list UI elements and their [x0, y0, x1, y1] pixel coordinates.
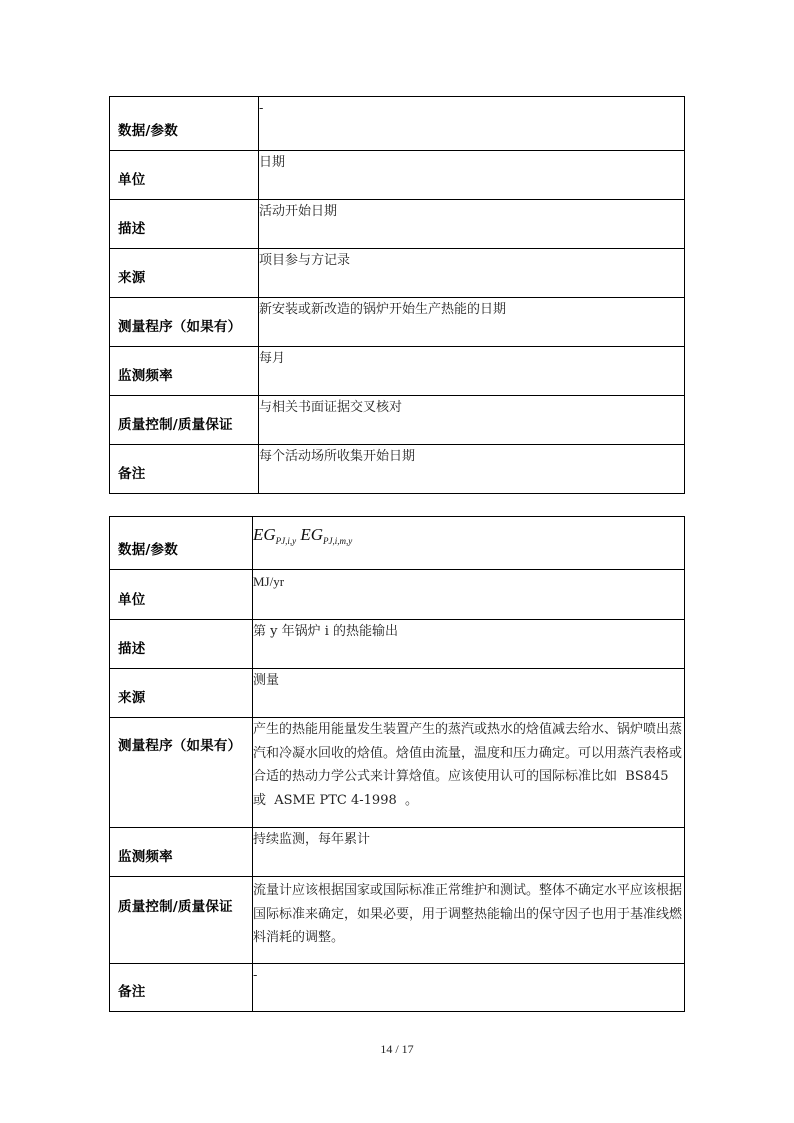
row-value: 产生的热能用能量发生装置产生的蒸汽或热水的焓值减去给水、锅炉喷出蒸汽和冷凝水回收的焓值。焓值由流量，温度和压力确定。可以用蒸汽表格或合适的热动力学公式来计算焓值。应该使用认可的国际标准比如 BS845 或 ASME PTC 4-1998 。	[253, 718, 685, 828]
row-value: 与相关书面证据交叉核对	[259, 396, 685, 445]
row-label: 备注	[118, 466, 146, 482]
row-label-cell	[110, 396, 259, 445]
row-value: 第 y 年锅炉 i 的热能输出	[253, 620, 685, 669]
formula-eg-pj-i-y: $EG_{PJ,i,y}$	[253, 525, 297, 546]
parameter-table-thermal-output	[109, 516, 685, 1012]
table-row	[110, 151, 685, 200]
row-value: -	[253, 964, 685, 1012]
row-value: 新安装或新改造的锅炉开始生产热能的日期	[259, 298, 685, 347]
row-value: 日期	[259, 151, 685, 200]
row-label-cell	[110, 718, 253, 828]
row-label: 监测频率	[118, 368, 173, 384]
row-value: -	[259, 97, 685, 151]
row-label: 测量程序（如果有）	[118, 738, 242, 754]
table-row	[110, 200, 685, 249]
row-label: 描述	[118, 641, 146, 657]
row-label: 数据/参数	[118, 542, 178, 558]
row-label-cell	[110, 570, 253, 620]
row-label: 单位	[118, 592, 146, 608]
page-number: 14 / 17	[380, 1042, 414, 1056]
row-value: 测量	[253, 669, 685, 718]
row-label: 来源	[118, 270, 146, 286]
table-row	[110, 877, 685, 964]
row-label: 测量程序（如果有）	[118, 319, 242, 335]
row-label-cell	[110, 445, 259, 494]
formula-eg-pj-i-m-y: $EG_{PJ,i,m,y}$	[300, 525, 353, 546]
table-row	[110, 570, 685, 620]
row-label: 来源	[118, 690, 146, 706]
table-row	[110, 964, 685, 1012]
table-row	[110, 620, 685, 669]
table-row	[110, 249, 685, 298]
row-label-cell	[110, 151, 259, 200]
row-value-formula	[253, 517, 685, 570]
table-row	[110, 517, 685, 570]
row-label-cell	[110, 347, 259, 396]
row-label: 监测频率	[118, 849, 173, 865]
row-label: 质量控制/质量保证	[118, 417, 233, 433]
row-label-cell	[110, 298, 259, 347]
table-row	[110, 298, 685, 347]
row-label-cell	[110, 669, 253, 718]
row-value: 每个活动场所收集开始日期	[259, 445, 685, 494]
row-label: 数据/参数	[118, 123, 178, 139]
row-value: 流量计应该根据国家或国际标准正常维护和测试。整体不确定水平应该根据国际标准来确定，如果必要，用于调整热能输出的保守因子也用于基准线燃料消耗的调整。	[253, 877, 685, 964]
row-label: 描述	[118, 221, 146, 237]
table-row	[110, 97, 685, 151]
table-row	[110, 445, 685, 494]
table-row	[110, 669, 685, 718]
row-label-cell	[110, 97, 259, 151]
row-label-cell	[110, 964, 253, 1012]
row-value: 项目参与方记录	[259, 249, 685, 298]
row-label-cell	[110, 828, 253, 877]
row-label-cell	[110, 249, 259, 298]
row-label: 备注	[118, 984, 146, 1000]
row-value: MJ/yr	[253, 570, 685, 620]
table-row	[110, 396, 685, 445]
table-row	[110, 718, 685, 828]
table-row	[110, 347, 685, 396]
parameter-table-start-date	[109, 96, 685, 494]
row-label: 单位	[118, 172, 146, 188]
row-label-cell	[110, 620, 253, 669]
row-label-cell	[110, 517, 253, 570]
table-row	[110, 828, 685, 877]
row-label-cell	[110, 200, 259, 249]
row-value: 每月	[259, 347, 685, 396]
row-label: 质量控制/质量保证	[118, 899, 233, 915]
row-value: 持续监测，每年累计	[253, 828, 685, 877]
row-value: 活动开始日期	[259, 200, 685, 249]
row-label-cell	[110, 877, 253, 964]
